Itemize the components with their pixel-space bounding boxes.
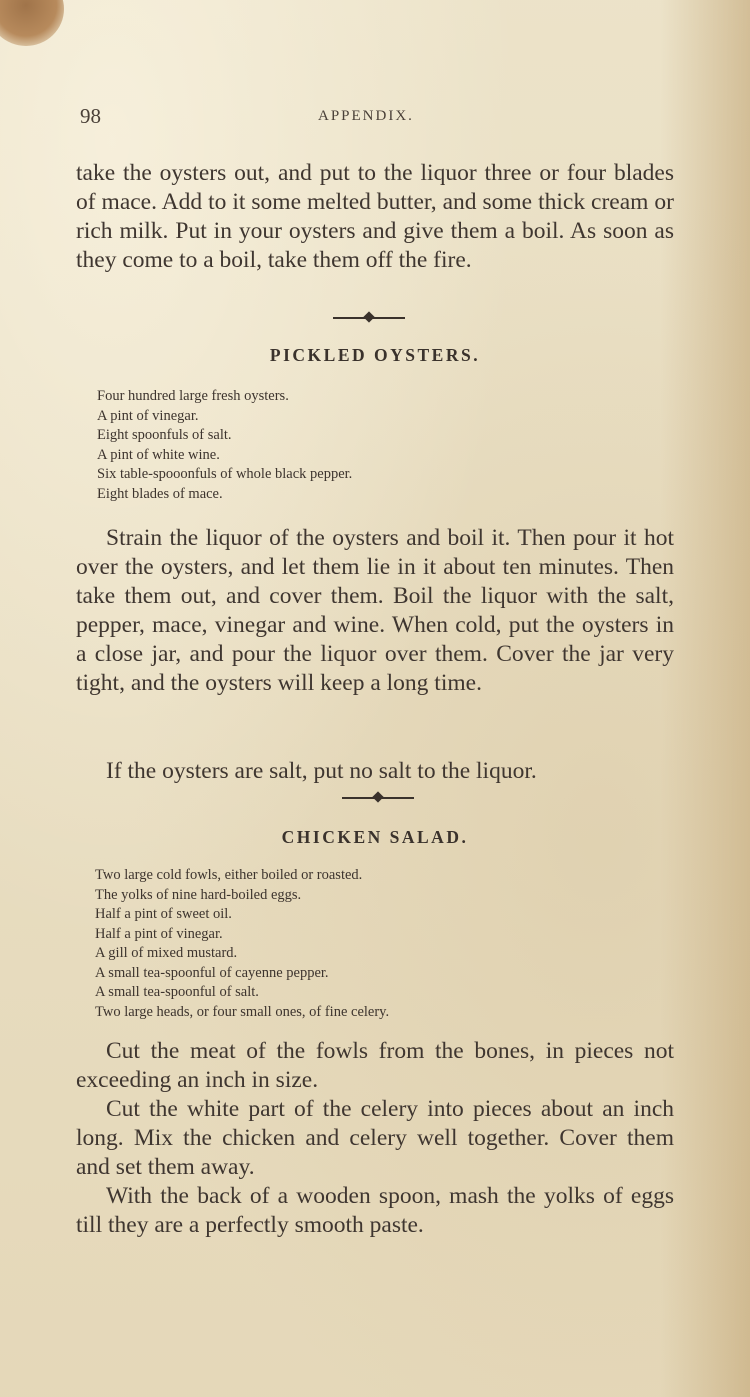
page-header bbox=[78, 100, 678, 130]
ingredient-item: Half a pint of vinegar. bbox=[95, 925, 223, 942]
ingredient-item: Two large heads, or four small ones, of fine celery. bbox=[95, 1003, 390, 1020]
pickled-oysters-ingredients bbox=[97, 387, 352, 504]
intro-paragraph: take the oysters out, and put to the liquor three or four blades of mace. Add to it some melted butter, and some thick cream or rich milk. Put in your oysters and give them a boil. As soon as they come to a boil, take them off the fire. bbox=[76, 160, 674, 273]
chicken-salad-step: Cut the white part of the celery into pieces about an inch long. Mix the chicken and celery well together. Cover them and set them away. bbox=[76, 1096, 674, 1180]
pickled-oysters-title: PICKLED OYSTERS. bbox=[269, 345, 481, 365]
pickled-oysters-note: If the oysters are salt, put no salt to the liquor. bbox=[106, 758, 537, 784]
chicken-salad-step: With the back of a wooden spoon, mash the yolks of eggs till they are a perfectly smooth paste. bbox=[76, 1183, 674, 1238]
ingredient-item: Eight blades of mace. bbox=[97, 485, 223, 502]
divider-diamond bbox=[372, 791, 383, 802]
ink-stain bbox=[0, 0, 64, 46]
page-number: 98 bbox=[80, 104, 101, 128]
ingredient-item: A small tea-spoonful of salt. bbox=[95, 984, 259, 1000]
pickled-oysters-directions: Strain the liquor of the oysters and boil it. Then pour it hot over the oysters, and let them lie in it about ten minutes. Then take them out, and cover them. Boil the liquor with the salt, pepper, mace, vinegar and wine. When cold, put the oysters in a close jar, and pour the liquor over them. Cover the jar very tight, and the oysters will keep a long time. bbox=[76, 525, 674, 696]
ingredient-item: A pint of vinegar. bbox=[97, 407, 199, 424]
ingredient-item: Four hundred large fresh oysters. bbox=[97, 388, 289, 404]
chicken-salad-title: CHICKEN SALAD. bbox=[281, 827, 469, 847]
ingredient-item: Six table-spooonfuls of whole black pepper. bbox=[97, 466, 353, 482]
ingredient-item: Eight spoonfuls of salt. bbox=[97, 427, 232, 443]
running-title: APPENDIX. bbox=[318, 108, 414, 124]
section-divider bbox=[333, 312, 405, 324]
chicken-salad-ingredients bbox=[95, 866, 389, 1022]
section-divider bbox=[342, 792, 414, 804]
ingredient-item: A small tea-spoonful of cayenne pepper. bbox=[95, 964, 329, 981]
chicken-salad-step: Cut the meat of the fowls from the bones, in pieces not exceeding an inch in size. bbox=[76, 1038, 674, 1093]
ingredient-item: A pint of white wine. bbox=[97, 446, 220, 463]
ingredient-item: A gill of mixed mustard. bbox=[95, 945, 238, 961]
ingredient-item: Half a pint of sweet oil. bbox=[95, 906, 232, 922]
divider-diamond bbox=[363, 311, 374, 322]
ingredient-item: Two large cold fowls, either boiled or roasted. bbox=[95, 867, 363, 883]
ingredient-item: The yolks of nine hard-boiled eggs. bbox=[95, 886, 302, 903]
